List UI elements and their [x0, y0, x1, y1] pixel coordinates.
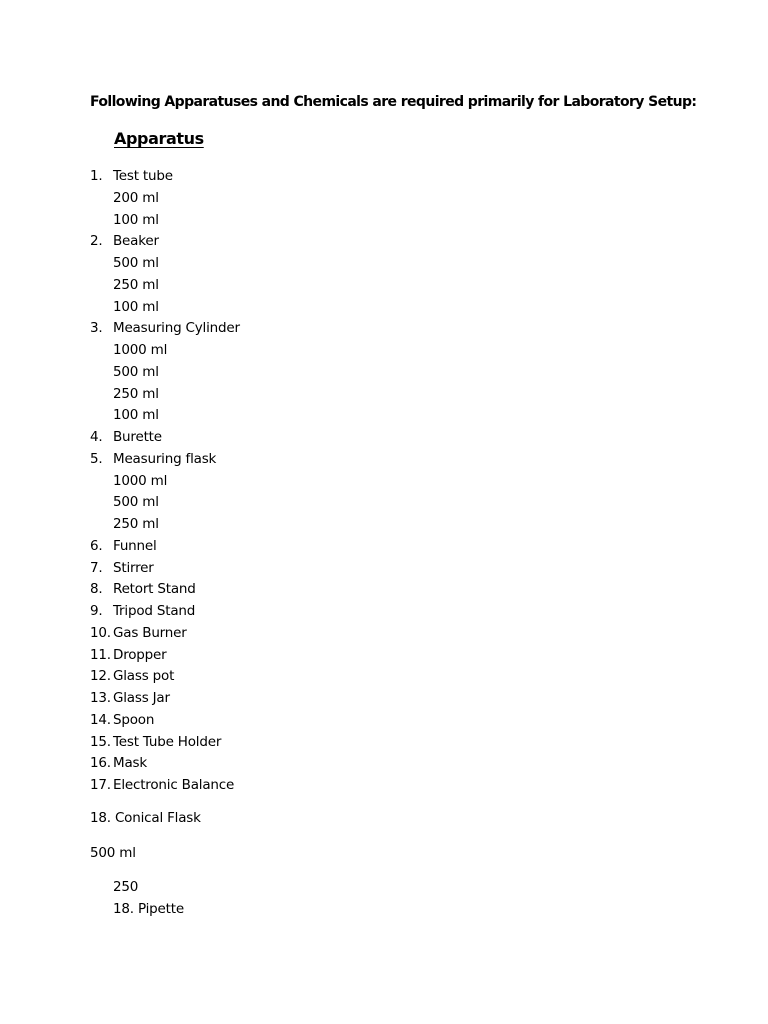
- list-item-text: 250 ml: [113, 516, 159, 532]
- list-item-number: 7.: [90, 559, 103, 576]
- list-item-number: 10.: [90, 624, 111, 641]
- list-item-text: Measuring flask: [113, 450, 217, 467]
- list-item-number: 2.: [90, 233, 103, 250]
- list-item-text: Gas Burner: [113, 624, 187, 641]
- list-item-text: 18. Pipette: [113, 901, 184, 917]
- list-item-text: Spoon: [113, 711, 155, 728]
- list-item-number: 11.: [90, 646, 111, 663]
- list-item-number: 14.: [90, 711, 111, 728]
- list-item-text: 500 ml: [113, 363, 159, 380]
- list-item-number: 6.: [90, 537, 103, 554]
- list-item-text: 250 ml: [113, 385, 159, 402]
- page-heading: Following Apparatuses and Chemicals are required primarily for Laboratory Setup:: [90, 94, 697, 110]
- list-item-text: 200 ml: [113, 189, 159, 206]
- list-item-number: 3.: [90, 320, 103, 337]
- list-item-text: Measuring Cylinder: [113, 320, 240, 337]
- list-item-text: Stirrer: [113, 559, 154, 576]
- list-item-text: Glass pot: [113, 668, 175, 685]
- list-item-number: 9.: [90, 603, 103, 619]
- list-item-text: Burette: [113, 429, 162, 445]
- list-item-number: 13.: [90, 690, 111, 706]
- list-item-text: Electronic Balance: [113, 777, 235, 793]
- list-item-number: 1.: [90, 168, 103, 184]
- list-item-text: 250: [113, 879, 139, 895]
- list-item-text: Mask: [113, 755, 147, 772]
- list-item-text: Beaker: [113, 233, 159, 250]
- list-item-number: 15.: [90, 733, 111, 750]
- list-item-text: 500 ml: [113, 494, 159, 511]
- list-item-text: 250 ml: [113, 276, 159, 293]
- list-item-text: Retort Stand: [113, 581, 196, 598]
- list-item-text: 100 ml: [113, 407, 159, 424]
- list-item-text: 1000 ml: [113, 342, 168, 358]
- list-item-number: 12.: [90, 668, 111, 685]
- list-item-text: 1000 ml: [113, 472, 168, 489]
- list-item-number: 16.: [90, 755, 111, 772]
- section-title-apparatus: Apparatus: [114, 129, 204, 148]
- list-item-text: 500 ml: [113, 255, 159, 271]
- list-item-number: 4.: [90, 429, 103, 445]
- list-item-number: 5.: [90, 450, 103, 467]
- list-item-number: 17.: [90, 777, 111, 793]
- list-item-text: Glass Jar: [113, 690, 170, 706]
- list-item-text: Test Tube Holder: [113, 733, 222, 750]
- list-item-number: 8.: [90, 581, 103, 598]
- list-item-text: 18. Conical Flask: [90, 810, 201, 826]
- list-item-text: Tripod Stand: [113, 603, 196, 619]
- list-item-text: Test tube: [113, 168, 173, 184]
- list-item-text: Funnel: [113, 537, 157, 554]
- list-item-text: Dropper: [113, 646, 167, 663]
- list-item-text: 100 ml: [113, 298, 159, 315]
- list-item-text: 500 ml: [90, 845, 136, 861]
- list-item-text: 100 ml: [113, 211, 159, 228]
